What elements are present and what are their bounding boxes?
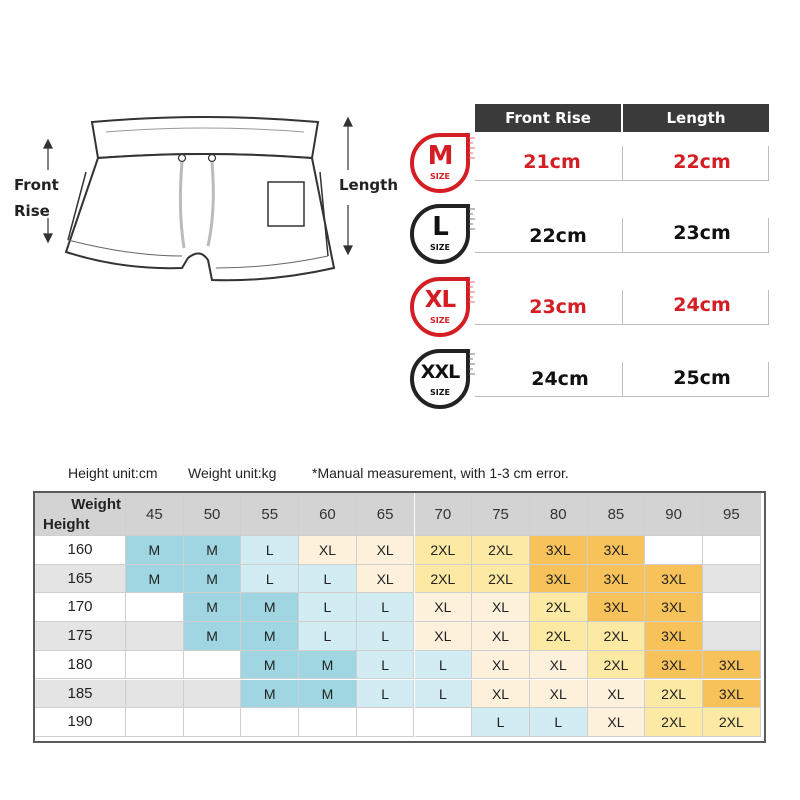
size-cell: 3XL — [645, 622, 703, 651]
col-divider — [768, 362, 769, 396]
row-divider — [475, 252, 769, 253]
col-divider — [622, 362, 623, 396]
size-cell: XL — [472, 622, 530, 651]
length-l: 23cm — [673, 222, 731, 244]
size-cell: 2XL — [645, 708, 703, 737]
front-rise-m: 21cm — [523, 151, 581, 173]
size-badge-xl — [409, 276, 479, 338]
weight-header-80: 80 — [530, 493, 588, 536]
size-cell — [357, 708, 415, 737]
size-cell: L — [299, 565, 357, 594]
size-cell: M — [184, 593, 242, 622]
length-xxl: 25cm — [673, 367, 731, 389]
height-header-185: 185 — [35, 680, 126, 709]
size-cell: 3XL — [645, 565, 703, 594]
col-divider — [768, 146, 769, 180]
size-cell: 3XL — [530, 536, 588, 565]
size-cell: 2XL — [472, 536, 530, 565]
size-cell — [703, 565, 761, 594]
size-cell: M — [241, 622, 299, 651]
size-cell: M — [299, 651, 357, 680]
col-divider — [768, 218, 769, 252]
height-unit-note: Height unit:cm — [68, 465, 158, 481]
size-badge-m — [409, 132, 479, 194]
height-header-160: 160 — [35, 536, 126, 565]
size-badge-xxl-word: SIZE — [429, 388, 450, 397]
size-cell: 3XL — [588, 565, 646, 594]
size-cell: M — [299, 680, 357, 709]
size-cell — [126, 708, 184, 737]
size-cell — [126, 680, 184, 709]
size-cell — [184, 708, 242, 737]
size-badge-xxl-letter: XXL — [420, 361, 460, 383]
size-cell: XL — [357, 536, 415, 565]
size-cell — [299, 708, 357, 737]
size-cell: M — [126, 565, 184, 594]
size-cell: XL — [299, 536, 357, 565]
size-badge-xxl — [409, 348, 479, 410]
size-cell — [703, 593, 761, 622]
size-badge-l-letter: L — [432, 212, 448, 242]
size-cell — [703, 622, 761, 651]
size-cell: M — [241, 680, 299, 709]
size-cell: XL — [530, 680, 588, 709]
corner-header — [35, 493, 126, 536]
size-cell: XL — [472, 651, 530, 680]
size-cell: L — [472, 708, 530, 737]
size-cell — [126, 593, 184, 622]
weight-header-65: 65 — [357, 493, 415, 536]
header-length: Length — [623, 104, 769, 132]
front-rise-xl: 23cm — [529, 296, 587, 318]
weight-unit-note: Weight unit:kg — [188, 465, 277, 481]
size-cell: XL — [530, 651, 588, 680]
length-label: Length — [339, 176, 398, 194]
row-divider — [475, 180, 769, 181]
height-header-175: 175 — [35, 622, 126, 651]
size-cell: 3XL — [588, 536, 646, 565]
size-cell: 3XL — [588, 593, 646, 622]
shorts-diagram — [10, 110, 400, 300]
size-cell: 3XL — [703, 680, 761, 709]
col-divider — [768, 290, 769, 324]
size-cell: M — [126, 536, 184, 565]
weight-header-90: 90 — [645, 493, 703, 536]
size-cell: XL — [588, 708, 646, 737]
col-divider — [622, 290, 623, 324]
size-cell: L — [299, 622, 357, 651]
weight-header-45: 45 — [126, 493, 184, 536]
size-cell: L — [357, 651, 415, 680]
front-rise-label — [14, 176, 59, 220]
size-badge-l — [409, 203, 479, 265]
weight-header-95: 95 — [703, 493, 761, 536]
size-cell: XL — [415, 622, 473, 651]
weight-header-85: 85 — [588, 493, 646, 536]
size-cell: 2XL — [530, 593, 588, 622]
size-cell: 2XL — [415, 565, 473, 594]
size-cell: 2XL — [588, 651, 646, 680]
size-cell: 2XL — [415, 536, 473, 565]
length-m: 22cm — [673, 151, 731, 173]
height-header-170: 170 — [35, 593, 126, 622]
size-cell: 3XL — [703, 651, 761, 680]
size-badge-l-word: SIZE — [429, 243, 450, 252]
weight-header-75: 75 — [472, 493, 530, 536]
size-cell: XL — [357, 565, 415, 594]
height-axis-label: Height — [43, 516, 90, 533]
weight-header-60: 60 — [299, 493, 357, 536]
size-cell: 2XL — [703, 708, 761, 737]
weight-header-55: 55 — [241, 493, 299, 536]
height-header-180: 180 — [35, 651, 126, 680]
size-cell: 3XL — [645, 593, 703, 622]
height-header-165: 165 — [35, 565, 126, 594]
weight-header-50: 50 — [184, 493, 242, 536]
size-cell: 3XL — [530, 565, 588, 594]
size-cell: 2XL — [588, 622, 646, 651]
size-cell: 2XL — [645, 680, 703, 709]
weight-axis-label: Weight — [71, 496, 121, 513]
size-cell — [241, 708, 299, 737]
size-badge-xl-letter: XL — [424, 287, 456, 313]
front-rise-label-line1: Front — [14, 176, 59, 194]
col-divider — [622, 146, 623, 180]
size-cell: L — [357, 622, 415, 651]
size-cell: M — [241, 651, 299, 680]
size-cell: L — [415, 680, 473, 709]
size-cell: M — [184, 622, 242, 651]
size-cell: L — [241, 565, 299, 594]
size-badge-xl-word: SIZE — [429, 316, 450, 325]
size-cell: XL — [588, 680, 646, 709]
size-cell: M — [241, 593, 299, 622]
size-chart-grid — [33, 491, 766, 743]
size-cell — [703, 536, 761, 565]
size-badge-m-letter: M — [427, 141, 453, 171]
size-cell: XL — [415, 593, 473, 622]
size-cell — [184, 680, 242, 709]
size-cell: L — [241, 536, 299, 565]
height-header-190: 190 — [35, 708, 126, 737]
size-cell: M — [184, 565, 242, 594]
size-cell: 3XL — [645, 651, 703, 680]
length-xl: 24cm — [673, 294, 731, 316]
header-front-rise: Front Rise — [475, 104, 621, 132]
size-cell: XL — [472, 593, 530, 622]
size-cell — [415, 708, 473, 737]
size-cell — [645, 536, 703, 565]
size-badge-m-word: SIZE — [429, 172, 450, 181]
size-cell: 2XL — [472, 565, 530, 594]
size-cell — [126, 651, 184, 680]
row-divider — [475, 396, 769, 397]
size-cell: XL — [472, 680, 530, 709]
size-cell: L — [357, 680, 415, 709]
front-rise-l: 22cm — [529, 225, 587, 247]
size-cell: L — [415, 651, 473, 680]
size-cell: L — [530, 708, 588, 737]
weight-header-70: 70 — [415, 493, 473, 536]
col-divider — [622, 218, 623, 252]
front-rise-xxl: 24cm — [531, 368, 589, 390]
front-rise-label-line2: Rise — [14, 202, 50, 220]
size-cell: L — [299, 593, 357, 622]
size-cell: 2XL — [530, 622, 588, 651]
size-cell: L — [357, 593, 415, 622]
shorts-illustration — [10, 110, 400, 300]
measurement-note: *Manual measurement, with 1-3 cm error. — [312, 465, 569, 481]
size-cell: M — [184, 536, 242, 565]
row-divider — [475, 324, 769, 325]
size-cell — [126, 622, 184, 651]
size-cell — [184, 651, 242, 680]
